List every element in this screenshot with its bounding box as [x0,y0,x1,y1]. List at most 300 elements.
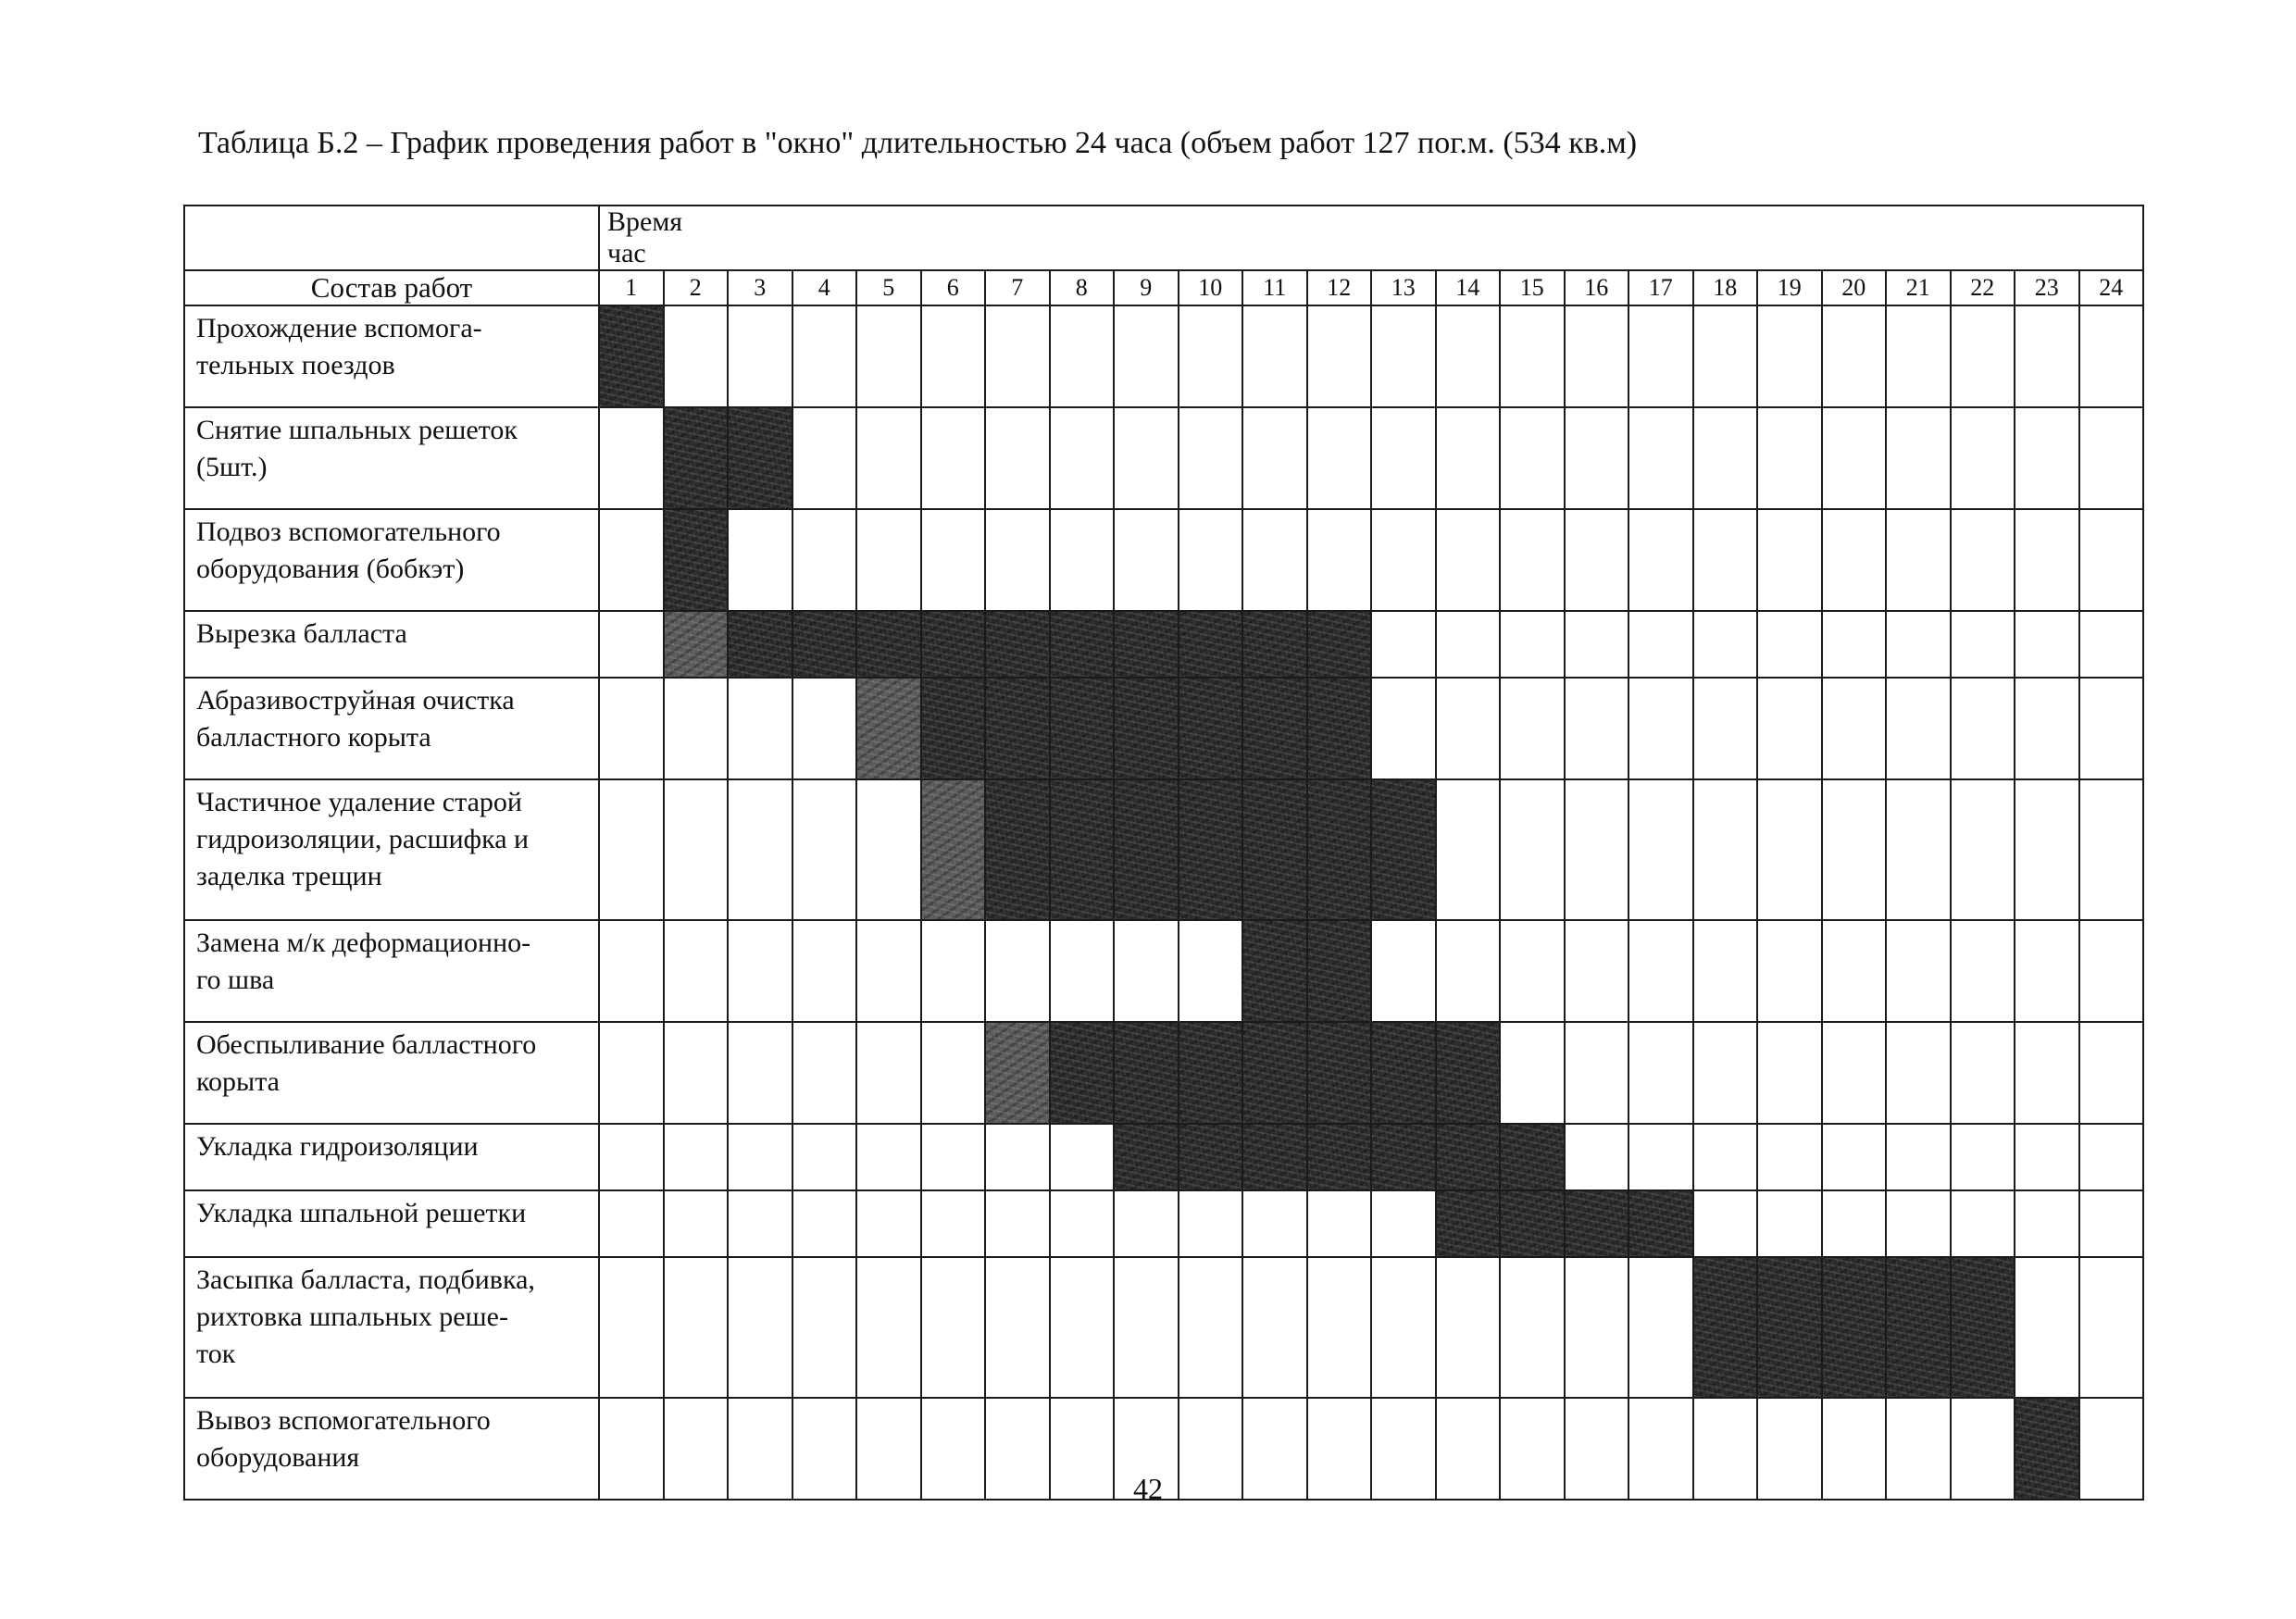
hour-number-13: 13 [1371,270,1436,305]
schedule-empty-cell [599,611,664,678]
schedule-empty-cell [2079,1124,2144,1190]
schedule-bar-cell [1307,678,1372,779]
task-name-line: заделка трещин [196,861,382,891]
schedule-empty-cell [856,509,921,611]
schedule-empty-cell [664,1022,729,1124]
schedule-empty-cell [728,1124,792,1190]
schedule-empty-cell [2015,678,2079,779]
schedule-bar-cell [1114,779,1179,920]
task-name-line: Снятие шпальных решеток [196,415,518,445]
schedule-bar-cell [1500,1190,1565,1257]
schedule-bar-cell [1050,678,1115,779]
task-name-line: Вырезка балласта [196,618,407,649]
schedule-empty-cell [728,305,792,407]
schedule-bar-cell [921,678,986,779]
schedule-empty-cell [792,407,857,509]
hour-number-22: 22 [1951,270,2015,305]
time-header-span [728,205,2143,270]
schedule-empty-cell [792,1190,857,1257]
schedule-bar-cell [1242,779,1307,920]
task-name-line: оборудования [196,1442,360,1473]
schedule-empty-cell [1757,1022,1822,1124]
schedule-empty-cell [1693,920,1758,1022]
schedule-empty-cell [1951,920,2015,1022]
schedule-bar-cell [1951,1257,2015,1398]
schedule-empty-cell [856,1257,921,1398]
schedule-empty-cell [1693,509,1758,611]
schedule-empty-cell [1050,1124,1115,1190]
schedule-empty-cell [985,305,1050,407]
task-name-line: (5шт.) [196,452,268,482]
hour-number-1: 1 [599,270,664,305]
task-name [184,1022,599,1124]
schedule-empty-cell [1628,678,1693,779]
task-name [184,779,599,920]
table-row [184,1124,2143,1190]
schedule-empty-cell [1500,779,1565,920]
schedule-empty-cell [1951,509,2015,611]
schedule-empty-cell [1436,611,1501,678]
schedule-empty-cell [1757,509,1822,611]
schedule-bar-cell [664,611,729,678]
schedule-empty-cell [1436,305,1501,407]
schedule-bar-cell [1179,611,1243,678]
schedule-empty-cell [1565,407,1629,509]
schedule-empty-cell [792,920,857,1022]
schedule-empty-cell [1822,1190,1887,1257]
hour-number-5: 5 [856,270,921,305]
schedule-bar-cell [1436,1124,1501,1190]
schedule-empty-cell [985,1124,1050,1190]
schedule-empty-cell [2015,509,2079,611]
schedule-empty-cell [1371,611,1436,678]
schedule-empty-cell [599,1190,664,1257]
schedule-empty-cell [728,779,792,920]
hour-number-3: 3 [728,270,792,305]
schedule-empty-cell [2015,611,2079,678]
schedule-empty-cell [856,407,921,509]
schedule-empty-cell [1628,305,1693,407]
task-name [184,611,599,678]
schedule-empty-cell [1886,407,1951,509]
schedule-empty-cell [1628,611,1693,678]
schedule-empty-cell [856,779,921,920]
schedule-empty-cell [1050,920,1115,1022]
schedule-empty-cell [985,509,1050,611]
schedule-bar-cell [1242,920,1307,1022]
schedule-empty-cell [1565,1257,1629,1398]
schedule-empty-cell [1757,678,1822,779]
schedule-empty-cell [1565,1124,1629,1190]
task-name-line: балластного корыта [196,722,431,753]
schedule-bar-cell [1886,1257,1951,1398]
task-name-line: Подвоз вспомогательного [196,517,501,547]
hour-number-21: 21 [1886,270,1951,305]
schedule-bar-cell [1371,1022,1436,1124]
schedule-empty-cell [1565,779,1629,920]
schedule-empty-cell [1114,920,1179,1022]
schedule-empty-cell [664,779,729,920]
schedule-empty-cell [1371,407,1436,509]
schedule-empty-cell [792,1022,857,1124]
schedule-empty-cell [921,1022,986,1124]
schedule-bar-cell [985,611,1050,678]
schedule-bar-cell [1242,611,1307,678]
hour-number-4: 4 [792,270,857,305]
schedule-empty-cell [2079,1190,2144,1257]
schedule-bar-cell [1565,1190,1629,1257]
schedule-bar-cell [664,407,729,509]
schedule-empty-cell [1114,407,1179,509]
schedule-empty-cell [664,1190,729,1257]
schedule-bar-cell [1242,678,1307,779]
schedule-empty-cell [2015,779,2079,920]
schedule-empty-cell [1886,920,1951,1022]
schedule-empty-cell [1628,407,1693,509]
schedule-empty-cell [728,1190,792,1257]
task-name-line: Засыпка балласта, подбивка, [196,1264,535,1295]
schedule-empty-cell [921,920,986,1022]
schedule-bar-cell [1179,1022,1243,1124]
schedule-empty-cell [599,678,664,779]
schedule-empty-cell [728,1257,792,1398]
schedule-empty-cell [1242,1190,1307,1257]
schedule-empty-cell [1371,1190,1436,1257]
schedule-empty-cell [1757,305,1822,407]
schedule-empty-cell [1436,678,1501,779]
schedule-bar-cell [1307,611,1372,678]
schedule-empty-cell [856,920,921,1022]
work-schedule-table [183,205,2144,1501]
schedule-empty-cell [1565,509,1629,611]
schedule-empty-cell [1179,509,1243,611]
schedule-empty-cell [856,1124,921,1190]
schedule-empty-cell [1436,1257,1501,1398]
table-row [184,920,2143,1022]
schedule-empty-cell [1886,1022,1951,1124]
schedule-empty-cell [1757,920,1822,1022]
empty-corner-cell [184,205,599,270]
hour-number-14: 14 [1436,270,1501,305]
schedule-empty-cell [1242,407,1307,509]
schedule-empty-cell [599,1022,664,1124]
schedule-empty-cell [728,678,792,779]
schedule-empty-cell [792,1124,857,1190]
task-name-line: ток [196,1339,236,1369]
schedule-empty-cell [1436,920,1501,1022]
task-name [184,1124,599,1190]
schedule-empty-cell [1628,509,1693,611]
task-name-line: Частичное удаление старой [196,787,522,817]
schedule-bar-cell [599,305,664,407]
schedule-empty-cell [1500,1022,1565,1124]
schedule-empty-cell [2079,678,2144,779]
schedule-empty-cell [1822,920,1887,1022]
schedule-empty-cell [856,305,921,407]
schedule-empty-cell [1951,779,2015,920]
schedule-empty-cell [2015,1124,2079,1190]
schedule-empty-cell [1179,305,1243,407]
schedule-empty-cell [1693,305,1758,407]
schedule-empty-cell [1307,305,1372,407]
schedule-bar-cell [1307,779,1372,920]
schedule-empty-cell [1822,407,1887,509]
schedule-empty-cell [1628,779,1693,920]
schedule-empty-cell [728,920,792,1022]
schedule-empty-cell [985,920,1050,1022]
schedule-empty-cell [1886,1190,1951,1257]
schedule-empty-cell [1500,1257,1565,1398]
schedule-empty-cell [1822,779,1887,920]
hour-number-15: 15 [1500,270,1565,305]
schedule-empty-cell [728,509,792,611]
hour-number-24: 24 [2079,270,2144,305]
schedule-bar-cell [1114,678,1179,779]
schedule-bar-cell [728,407,792,509]
schedule-empty-cell [1886,1124,1951,1190]
schedule-empty-cell [1822,1022,1887,1124]
task-name-line: Укладка шпальной решетки [196,1198,527,1228]
task-name [184,509,599,611]
task-name [184,1190,599,1257]
hour-number-2: 2 [664,270,729,305]
schedule-bar-cell [664,509,729,611]
schedule-empty-cell [1436,779,1501,920]
schedule-empty-cell [1628,920,1693,1022]
schedule-empty-cell [1114,1257,1179,1398]
schedule-bar-cell [1242,1124,1307,1190]
task-name-line: Прохождение вспомога- [196,313,482,343]
hour-number-11: 11 [1242,270,1307,305]
schedule-empty-cell [2079,611,2144,678]
time-header-label: Время час [599,205,728,270]
table-caption: Таблица Б.2 – График проведения работ в "окно" длительностью 24 часа (объем работ 127 пог.м. (534 кв.м) [198,126,1638,160]
schedule-bar-cell [921,611,986,678]
schedule-bar-cell [1242,1022,1307,1124]
schedule-empty-cell [792,1257,857,1398]
schedule-empty-cell [1500,678,1565,779]
schedule-bar-cell [1500,1124,1565,1190]
schedule-bar-cell [1436,1022,1501,1124]
hour-number-7: 7 [985,270,1050,305]
schedule-empty-cell [1951,1190,2015,1257]
task-name-line: Вывоз вспомогательного [196,1405,491,1436]
schedule-empty-cell [856,1022,921,1124]
schedule-bar-cell [1307,920,1372,1022]
schedule-empty-cell [1500,407,1565,509]
schedule-empty-cell [1757,779,1822,920]
schedule-empty-cell [2015,920,2079,1022]
hour-number-row [184,270,2143,305]
schedule-empty-cell [1951,678,2015,779]
schedule-empty-cell [1179,920,1243,1022]
schedule-empty-cell [792,678,857,779]
schedule-empty-cell [1693,779,1758,920]
page-number: 42 [1133,1472,1163,1505]
schedule-empty-cell [1886,678,1951,779]
schedule-empty-cell [2079,407,2144,509]
schedule-empty-cell [1179,1190,1243,1257]
schedule-empty-cell [1307,407,1372,509]
schedule-bar-cell [728,611,792,678]
schedule-empty-cell [1757,407,1822,509]
schedule-empty-cell [664,1124,729,1190]
schedule-empty-cell [1500,305,1565,407]
schedule-empty-cell [1242,509,1307,611]
schedule-bar-cell [1307,1022,1372,1124]
schedule-empty-cell [728,1022,792,1124]
schedule-empty-cell [1565,611,1629,678]
schedule-empty-cell [1307,1190,1372,1257]
schedule-empty-cell [1757,611,1822,678]
schedule-empty-cell [2079,305,2144,407]
schedule-empty-cell [664,920,729,1022]
table-row [184,1257,2143,1398]
schedule-empty-cell [1822,1124,1887,1190]
schedule-empty-cell [985,1257,1050,1398]
schedule-empty-cell [1951,1022,2015,1124]
schedule-empty-cell [1050,407,1115,509]
task-name-line: рихтовка шпальных реше- [196,1301,508,1332]
hour-number-6: 6 [921,270,986,305]
schedule-empty-cell [1500,611,1565,678]
schedule-bar-cell [1628,1190,1693,1257]
schedule-empty-cell [1565,305,1629,407]
task-name-line: оборудования (бобкэт) [196,554,465,584]
schedule-empty-cell [1371,1257,1436,1398]
schedule-empty-cell [1951,1124,2015,1190]
hour-number-20: 20 [1822,270,1887,305]
schedule-bar-cell [1757,1257,1822,1398]
schedule-empty-cell [985,407,1050,509]
schedule-empty-cell [599,1124,664,1190]
schedule-empty-cell [599,779,664,920]
schedule-empty-cell [921,1257,986,1398]
schedule-empty-cell [1628,1124,1693,1190]
schedule-bar-cell [1693,1257,1758,1398]
schedule-bar-cell [1114,1022,1179,1124]
schedule-empty-cell [1371,305,1436,407]
hour-number-9: 9 [1114,270,1179,305]
schedule-empty-cell [1371,509,1436,611]
schedule-empty-cell [599,1257,664,1398]
task-name-line: Замена м/к деформационно- [196,928,531,958]
table-row [184,407,2143,509]
schedule-empty-cell [1565,678,1629,779]
schedule-empty-cell [1307,1257,1372,1398]
schedule-empty-cell [1886,611,1951,678]
schedule-empty-cell [1628,1257,1693,1398]
schedule-bar-cell [985,678,1050,779]
schedule-empty-cell [664,1257,729,1398]
schedule-bar-cell [1371,1124,1436,1190]
task-name [184,678,599,779]
schedule-empty-cell [1693,1022,1758,1124]
schedule-empty-cell [921,509,986,611]
schedule-empty-cell [1436,407,1501,509]
task-name-line: Абразивоструйная очистка [196,685,515,716]
schedule-empty-cell [1886,779,1951,920]
schedule-empty-cell [1757,1124,1822,1190]
task-name [184,920,599,1022]
schedule-bar-cell [985,779,1050,920]
task-name-line: корыта [196,1066,280,1097]
schedule-empty-cell [1951,407,2015,509]
schedule-empty-cell [1886,305,1951,407]
schedule-bar-cell [1050,611,1115,678]
schedule-empty-cell [1757,1190,1822,1257]
table-row [184,779,2143,920]
schedule-empty-cell [664,678,729,779]
schedule-bar-cell [1050,779,1115,920]
task-name-line: гидроизоляции, расшифка и [196,824,530,854]
schedule-empty-cell [792,509,857,611]
task-name-line: Обеспыливание балластного [196,1029,537,1060]
schedule-empty-cell [1179,407,1243,509]
schedule-empty-cell [1179,1257,1243,1398]
schedule-empty-cell [1693,678,1758,779]
schedule-empty-cell [1822,678,1887,779]
schedule-empty-cell [1693,1190,1758,1257]
schedule-empty-cell [2079,1022,2144,1124]
schedule-empty-cell [921,1124,986,1190]
schedule-empty-cell [1500,509,1565,611]
schedule-empty-cell [1951,611,2015,678]
schedule-empty-cell [1242,305,1307,407]
schedule-empty-cell [1307,509,1372,611]
task-name [184,305,599,407]
schedule-bar-cell [1114,1124,1179,1190]
hour-number-17: 17 [1628,270,1693,305]
schedule-empty-cell [1050,509,1115,611]
schedule-bar-cell [856,678,921,779]
table-row [184,611,2143,678]
task-name [184,1257,599,1398]
schedule-empty-cell [2015,1190,2079,1257]
task-name-line: тельных поездов [196,350,395,380]
schedule-empty-cell [1693,611,1758,678]
schedule-empty-cell [2079,779,2144,920]
schedule-empty-cell [985,1190,1050,1257]
schedule-empty-cell [1628,1022,1693,1124]
work-column-header: Состав работ [184,270,599,305]
table-row [184,305,2143,407]
table-row [184,678,2143,779]
schedule-bar-cell [1114,611,1179,678]
schedule-empty-cell [1050,1257,1115,1398]
schedule-empty-cell [2015,305,2079,407]
schedule-empty-cell [2079,509,2144,611]
schedule-empty-cell [921,1190,986,1257]
table-row [184,1022,2143,1124]
schedule-empty-cell [1050,1190,1115,1257]
task-name-line: го шва [196,965,275,995]
schedule-empty-cell [1500,920,1565,1022]
schedule-empty-cell [1114,1190,1179,1257]
hour-number-16: 16 [1565,270,1629,305]
schedule-empty-cell [599,509,664,611]
task-name-line: Укладка гидроизоляции [196,1131,479,1162]
schedule-empty-cell [1822,305,1887,407]
schedule-empty-cell [792,305,857,407]
schedule-empty-cell [1565,920,1629,1022]
schedule-empty-cell [1114,509,1179,611]
schedule-empty-cell [1822,611,1887,678]
schedule-empty-cell [599,920,664,1022]
schedule-bar-cell [1436,1190,1501,1257]
schedule-bar-cell [1050,1022,1115,1124]
hour-number-18: 18 [1693,270,1758,305]
